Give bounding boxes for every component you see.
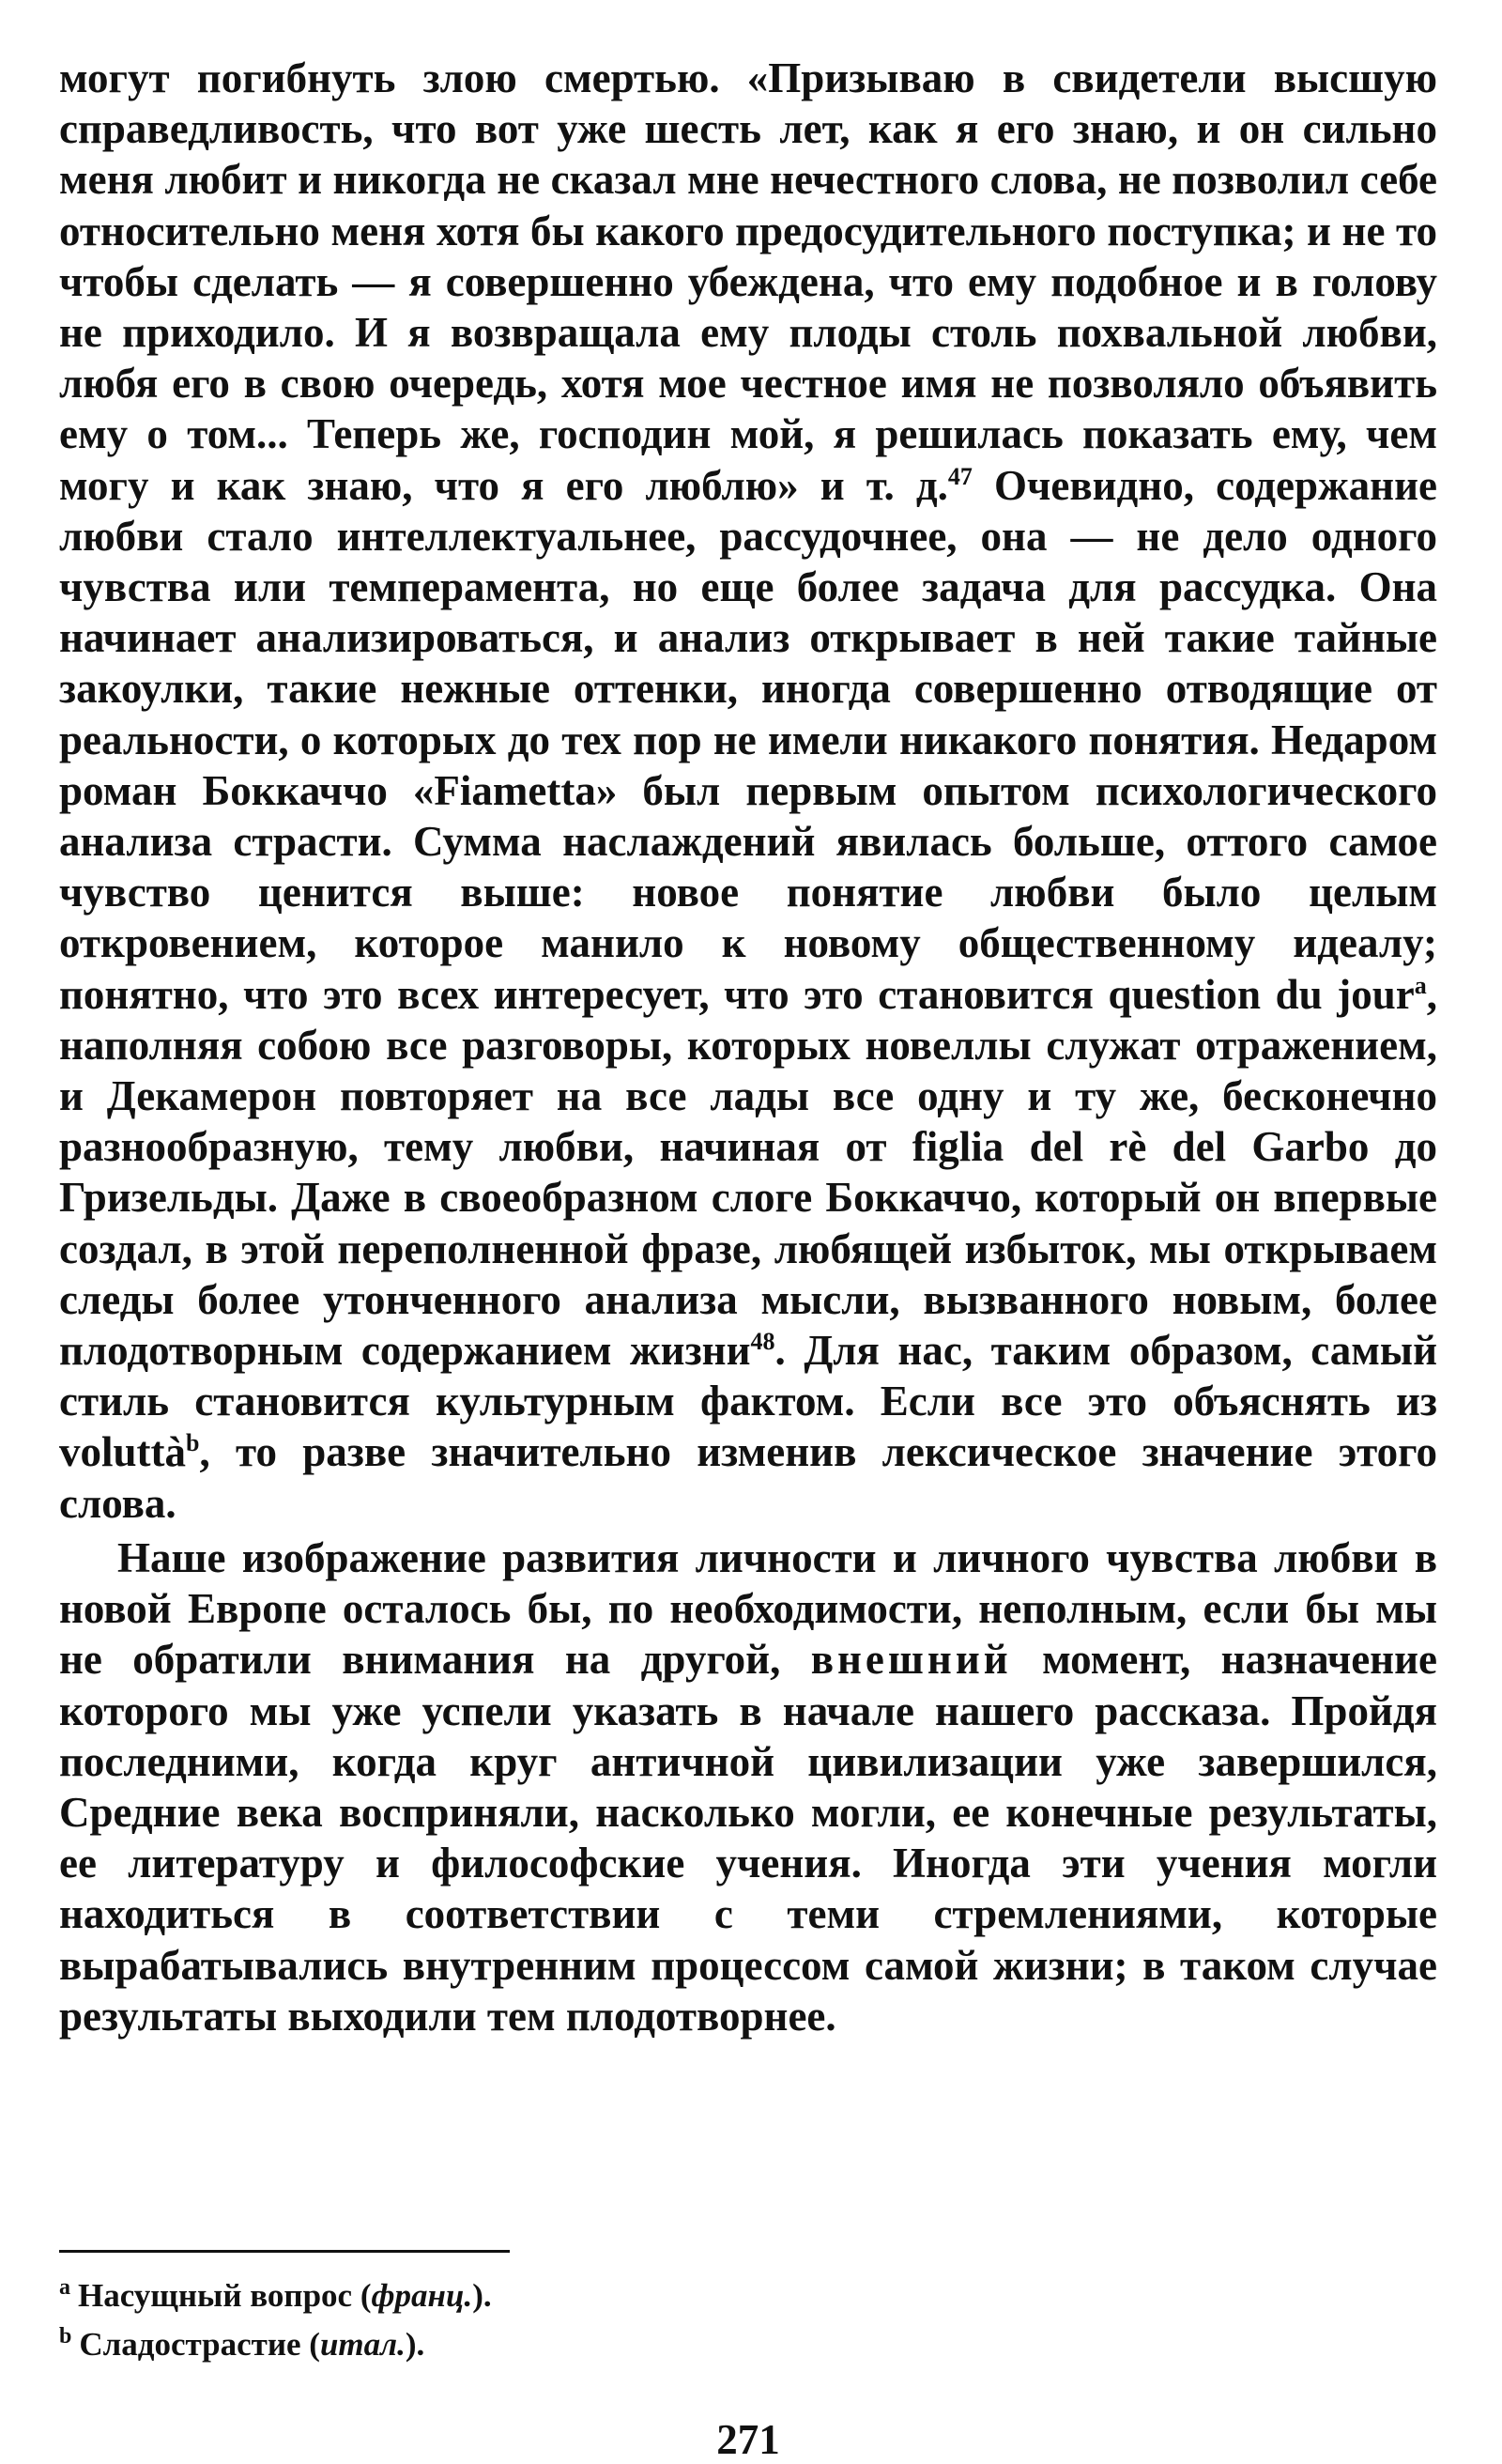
- footnote-mark: a: [59, 2275, 70, 2301]
- footnote-language: итал.: [319, 2326, 406, 2363]
- paragraph-1: [59, 53, 1437, 1529]
- footnote-text: Насущный вопрос (: [78, 2277, 372, 2314]
- footnote-divider: [59, 2250, 510, 2253]
- reference-48: 48: [750, 1328, 775, 1356]
- footnote-a: [59, 2272, 492, 2320]
- emphasized-word: внешний: [810, 1636, 1012, 1684]
- paragraph-2: [59, 1532, 1437, 2041]
- footnotes: [59, 2272, 492, 2369]
- paragraph-1-text: могут погибнуть злою смертью. «Призываю в свидетели высшую справедливость, что вот уже шесть лет, как я его знаю, и он сильно меня любит и никогда не сказал мне нечестного слова, не позволил себе относительно меня хотя бы какого предосудительного поступка; и не то чтобы сделать — я совершенно убеждена, что ему подобное и в голову не приходило. И я возвращала ему плоды столь похвальной любви, любя его в свою очередь, хотя мое честное имя не позволяло объявить ему о том... Теперь же, господин мой, я решилась показать ему, чем могу и как знаю, что я его люблю» и т. д.: [59, 54, 1437, 509]
- footnote-ref-b: b: [186, 1429, 200, 1457]
- paragraph-1-text: , то разве значительно изменив лексическое значение этого слова.: [59, 1428, 1437, 1527]
- reference-47: 47: [947, 462, 973, 490]
- footnote-text: Сладострастие (: [79, 2326, 320, 2363]
- main-text: [59, 53, 1437, 2041]
- footnote-b: [59, 2320, 492, 2369]
- paragraph-2-text: Наше изображение развития личности и личного чувства любви в новой Европе осталось бы, по необходимости, неполным, если бы мы не обратили внимания на другой,: [59, 1533, 1437, 1684]
- footnote-mark: b: [59, 2324, 72, 2349]
- paragraph-1-text: Очевидно, содержание любви стало интеллектуальнее, рассудочнее, она — не дело одного чувства или темперамента, но еще более задача для рассудка. Она начинает анализироваться, и анализ открывает в ней такие тайные закоулки, такие нежные оттенки, иногда совершенно отводящие от реальности, о которых до тех пор не имели никакого понятия. Недаром роман Боккаччо «Fiametta» был первым опытом психологического анализа страсти. Сумма наслаждений явилась больше, оттого самое чувство ценится выше: новое понятие любви было целым откровением, которое манило к новому общественному идеалу; понятно, что это всех интересует, что это становится question du jour: [59, 461, 1437, 1018]
- page-number: 271: [716, 2416, 780, 2463]
- paragraph-1-text: , наполняя собою все разговоры, которых новеллы служат отражением, и Декамерон повторяет на все лады все одну и ту же, бесконечно разнообразную, тему любви, начиная от figlia del rè del Garbo до Гризельды. Даже в своеобразном слоге Боккаччо, который он впервые создал, в этой переполненной фразе, любящей избыток, мы открываем следы более утонченного анализа мысли, вызванного новым, более плодотворным содержанием жизни: [59, 970, 1437, 1375]
- footnote-language: франц.: [371, 2277, 473, 2314]
- footnote-close: ).: [405, 2326, 425, 2363]
- paragraph-1-text: . Для нас, таким образом, самый стиль становится культурным фактом. Если все это объяснять из voluttà: [59, 1327, 1437, 1476]
- footnote-close: ).: [472, 2277, 492, 2314]
- footnote-ref-a: a: [1414, 971, 1427, 999]
- book-page: [59, 53, 1437, 2463]
- paragraph-2-text: момент, назначение которого мы уже успели указать в начале нашего рассказа. Пройдя последними, когда круг античной цивилизации уже завершился, Средние века восприняли, насколько могли, ее конечные результаты, ее литературу и философские учения. Иногда эти учения могли находиться в соответствии с теми стремлениями, которые вырабатывались внутренним процессом самой жизни; в таком случае результаты выходили тем плодотворнее.: [59, 1636, 1437, 2040]
